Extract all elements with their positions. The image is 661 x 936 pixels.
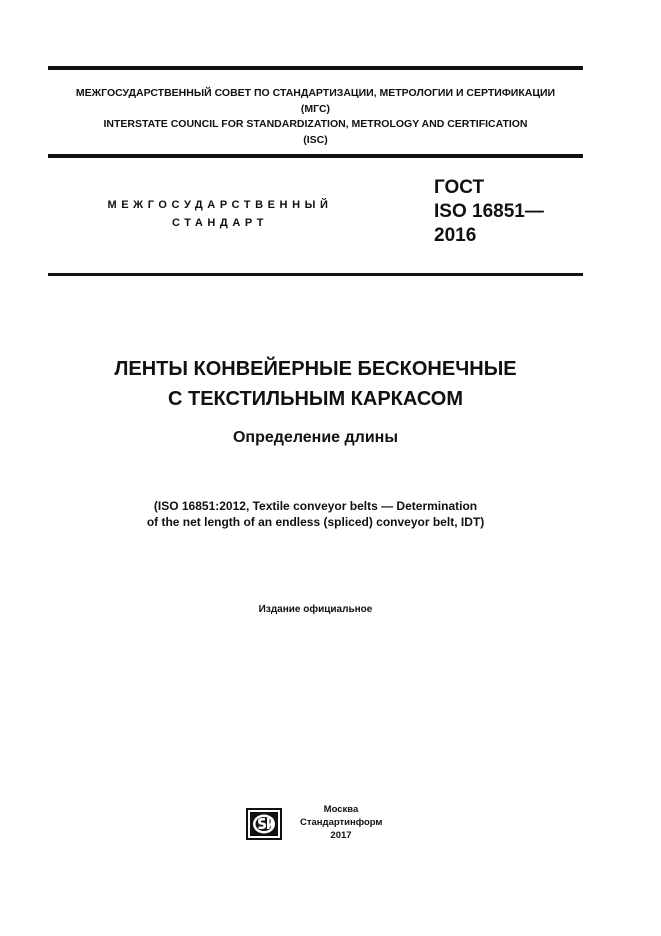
standard-designation: [434, 176, 544, 248]
council-name-ru: МЕЖГОСУДАРСТВЕННЫЙ СОВЕТ ПО СТАНДАРТИЗАЦИИ, МЕТРОЛОГИИ И СЕРТИФИКАЦИИ: [75, 87, 556, 99]
council-abbr-ru: (МГС): [300, 102, 331, 115]
title-line1: ЛЕНТЫ КОНВЕЙЕРНЫЕ БЕСКОНЕЧНЫЕ: [114, 358, 517, 380]
document-title: [48, 354, 583, 414]
standard-kind-line1: МЕЖГОСУДАРСТВЕННЫЙ: [107, 199, 333, 211]
imprint-year: 2017: [330, 830, 352, 841]
imprint-publisher: Стандартинформ: [300, 817, 383, 828]
document-subtitle: Определение длины: [232, 429, 398, 446]
middle-rule: [48, 154, 583, 158]
standartinform-logo-icon: [246, 808, 282, 840]
top-rule: [48, 66, 583, 70]
imprint: [300, 803, 382, 842]
council-header: [48, 86, 583, 148]
iso-reference-line2: of the net length of an endless (spliced) conveyor belt, IDT): [146, 515, 485, 529]
designation-number: ISO 16851—: [434, 201, 544, 222]
iso-reference-line1: (ISO 16851:2012, Textile conveyor belts — Determination: [153, 499, 478, 513]
title-line2: С ТЕКСТИЛЬНЫМ КАРКАСОМ: [168, 388, 463, 410]
imprint-city: Москва: [323, 804, 359, 815]
standard-kind: [70, 196, 370, 232]
designation-gost: ГОСТ: [434, 177, 485, 198]
lower-rule: [48, 273, 583, 276]
council-name-en: INTERSTATE COUNCIL FOR STANDARDIZATION, METROLOGY AND CERTIFICATION: [103, 118, 528, 130]
council-abbr-en: (ISC): [303, 133, 328, 146]
standard-kind-line2: СТАНДАРТ: [171, 217, 269, 229]
edition-label: Издание официальное: [258, 604, 373, 615]
iso-reference: [48, 498, 583, 530]
designation-year: 2016: [434, 225, 477, 246]
